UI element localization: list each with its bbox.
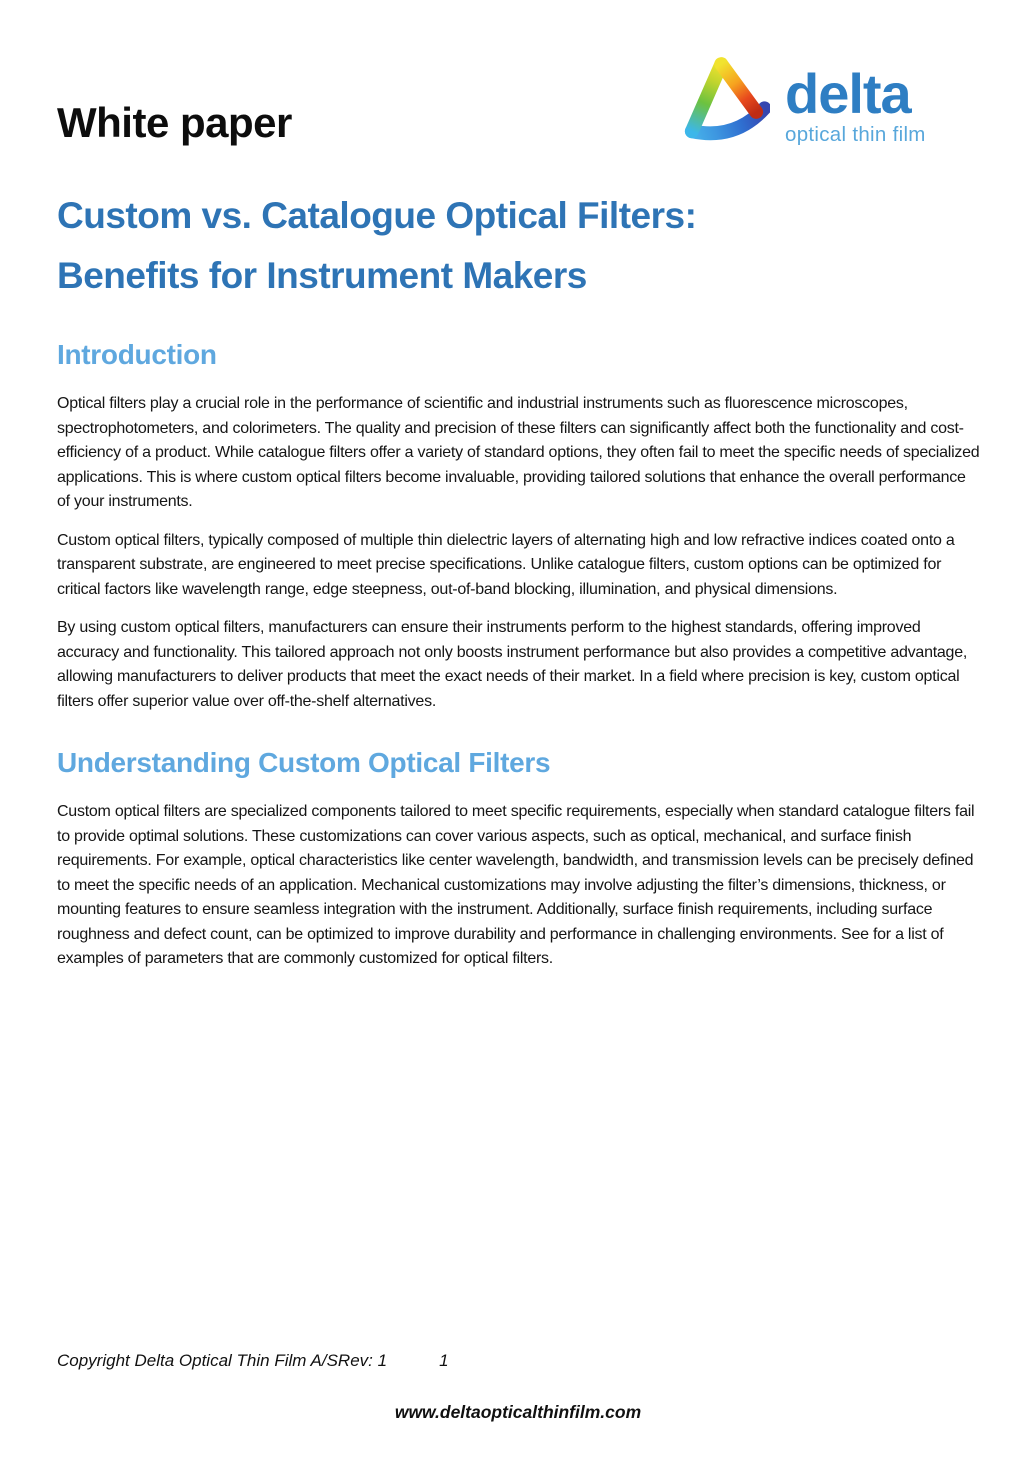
section-heading-understanding-custom-optical-filters: Understanding Custom Optical Filters <box>57 747 551 778</box>
logo-text <box>785 62 926 147</box>
body-paragraph: Custom optical filters, typically composed of multiple thin dielectric layers of alternating high and low refractive indices coated onto a transparent substrate, are engineered to meet precise specifications. Unlike catalogue filters, custom options can be optimized for critical factors like wavelength range, edge steepness, out-of-band blocking, illumination, and physical dimensions. <box>57 531 955 598</box>
document-title-line1: Custom vs. Catalogue Optical Filters: <box>57 195 697 236</box>
logo-wordmark: delta <box>785 62 911 125</box>
company-logo <box>678 52 926 148</box>
document-title <box>57 186 980 306</box>
body-paragraph: By using custom optical filters, manufacturers can ensure their instruments perform to the highest standards, offering improved accuracy and functionality. This tailored approach not only boosts instrument performance but also provides a competitive advantage, allowing manufacturers to deliver products that meet the exact needs of their market. In a field where precision is key, custom optical filters offer superior value over off-the-shelf alternatives. <box>57 619 968 710</box>
logo-tagline: optical thin film <box>785 123 926 146</box>
body-paragraph: Custom optical filters are specialized components tailored to meet specific requirements, especially when standard catalogue filters fail to provide optimal solutions. These customizations can cover various aspects, such as optical, mechanical, and surface finish requirements. For example, optical characteristics like center wavelength, bandwidth, and transmission levels can be precisely defined to meet the specific needs of an application. Mechanical customizations may involve adjusting the filter’s dimensions, thickness, or mounting features to ensure seamless integration with the instrument. Additionally, surface finish requirements, including surface roughness and defect count, can be optimized to improve durability and performance in challenging environments. See for a list of examples of parameters that are commonly customized for optical filters. <box>57 803 975 967</box>
page-footer <box>57 1350 449 1372</box>
revision-text: Rev: 1 <box>337 1351 388 1370</box>
delta-triangle-icon <box>678 52 770 148</box>
page-kicker: White paper <box>57 99 292 146</box>
body-paragraph: Optical filters play a crucial role in the performance of scientific and industrial instruments such as fluorescence microscopes, spectrophotometers, and colorimeters. The quality and precision of these filters can significantly affect both the functionality and cost-efficiency of a product. While catalogue filters offer a variety of standard options, they often fail to meet the specific needs of specialized applications. This is where custom optical filters become invaluable, providing tailored solutions that enhance the overall performance of your instruments. <box>57 395 980 510</box>
page-number: 1 <box>439 1351 449 1370</box>
copyright-text: Copyright Delta Optical Thin Film A/S <box>57 1351 338 1370</box>
section-heading-introduction: Introduction <box>57 339 217 370</box>
document-title-line2: Benefits for Instrument Makers <box>57 255 587 296</box>
website-url: www.deltaopticalthinfilm.com <box>394 1402 642 1422</box>
